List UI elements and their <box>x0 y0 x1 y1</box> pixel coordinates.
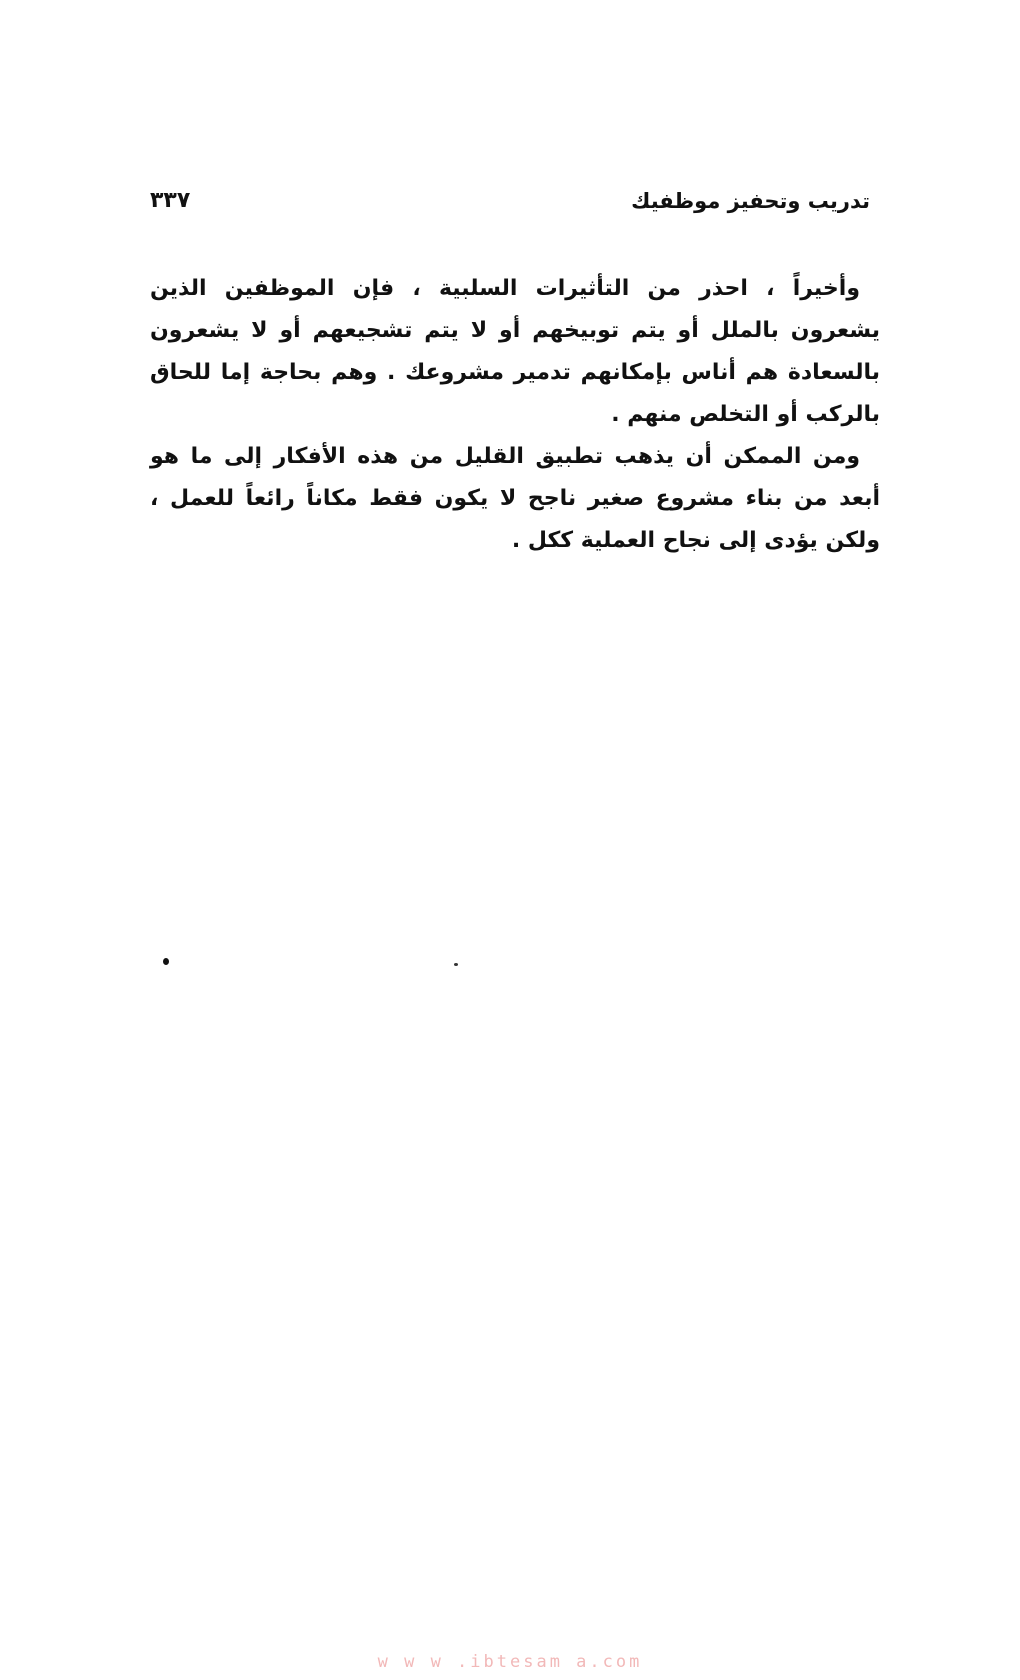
scan-speck <box>163 958 169 965</box>
paragraph: ومن الممكن أن يذهب تطبيق القليل من هذه الأفكار إلى ما هو أبعد من بناء مشروع صغير ناجح لا يكون فقط مكاناً رائعاً للعمل ، ولكن يؤدى إلى نجاح العملية ككل . <box>150 444 880 553</box>
body-text <box>150 268 880 562</box>
scan-speck <box>454 963 458 966</box>
watermark-link[interactable]: w w w .ibtesam a.com <box>377 1652 643 1672</box>
running-header <box>150 186 870 222</box>
chapter-title: تدريب وتحفيز موظفيك <box>631 189 870 213</box>
page-number: ٣٣٧ <box>150 188 191 213</box>
paragraph: وأخيراً ، احذر من التأثيرات السلبية ، فإن الموظفين الذين يشعرون بالملل أو يتم توبيخهم أو لا يتم تشجيعهم أو لا يشعرون بالسعادة هم أناس بإمكانهم تدمير مشروعك . وهم بحاجة إما للحاق بالركب أو التخلص منهم . <box>150 276 880 427</box>
